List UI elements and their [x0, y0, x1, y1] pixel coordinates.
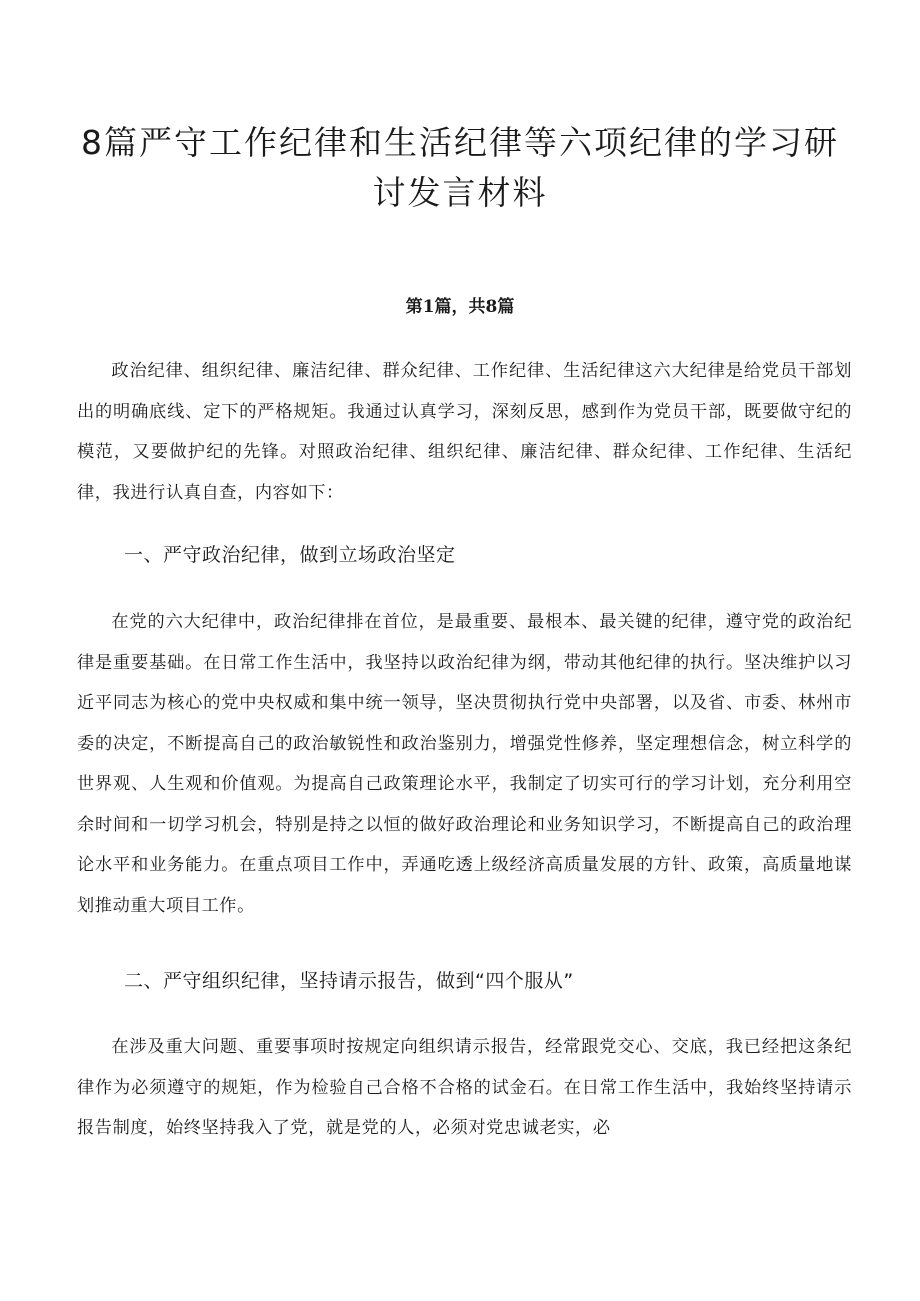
document-title: 8篇严守工作纪律和生活纪律等六项纪律的学习研讨发言材料 — [81, 123, 839, 212]
document-subtitle: 第1篇，共8篇 — [405, 297, 515, 317]
section-1-heading: 一、严守政治纪律，做到立场政治坚定 — [124, 544, 456, 566]
intro-paragraph: 政治纪律、组织纪律、廉洁纪律、群众纪律、工作纪律、生活纪律这六大纪律是给党员干部划出的明确底线、定下的严格规矩。我通过认真学习，深刻反思，感到作为党员干部，既要做守纪的模范，又要做护纪的先锋。对照政治纪律、组织纪律、廉洁纪律、群众纪律、工作纪律、生活纪律，我进行认真自查，内容如下： — [77, 361, 852, 503]
section-2-body: 在涉及重大问题、重要事项时按规定向组织请示报告，经常跟党交心、交底，我已经把这条纪律作为必须遵守的规矩，作为检验自己合格不合格的试金石。在日常工作生活中，我始终坚持请示报告制度，始终坚持我入了党，就是党的人，必须对党忠诚老实，必 — [77, 1037, 852, 1138]
section-1-body: 在党的六大纪律中，政治纪律排在首位，是最重要、最根本、最关键的纪律，遵守党的政治纪律是重要基础。在日常工作生活中，我坚持以政治纪律为纲，带动其他纪律的执行。坚决维护以习近平同志为核心的党中央权威和集中统一领导，坚决贯彻执行党中央部署，以及省、市委、林州市委的决定，不断提高自己的政治敏锐性和政治鉴别力，增强党性修养，坚定理想信念，树立科学的世界观、人生观和价值观。为提高自己政策理论水平，我制定了切实可行的学习计划，充分利用空余时间和一切学习机会，特别是持之以恒的做好政治理论和业务知识学习，不断提高自己的政治理论水平和业务能力。在重点项目工作中，弄通吃透上级经济高质量发展的方针、政策，高质量地谋划推动重大项目工作。 — [77, 612, 852, 916]
section-2-heading: 二、严守组织纪律，坚持请示报告，做到“四个服从” — [124, 970, 574, 992]
